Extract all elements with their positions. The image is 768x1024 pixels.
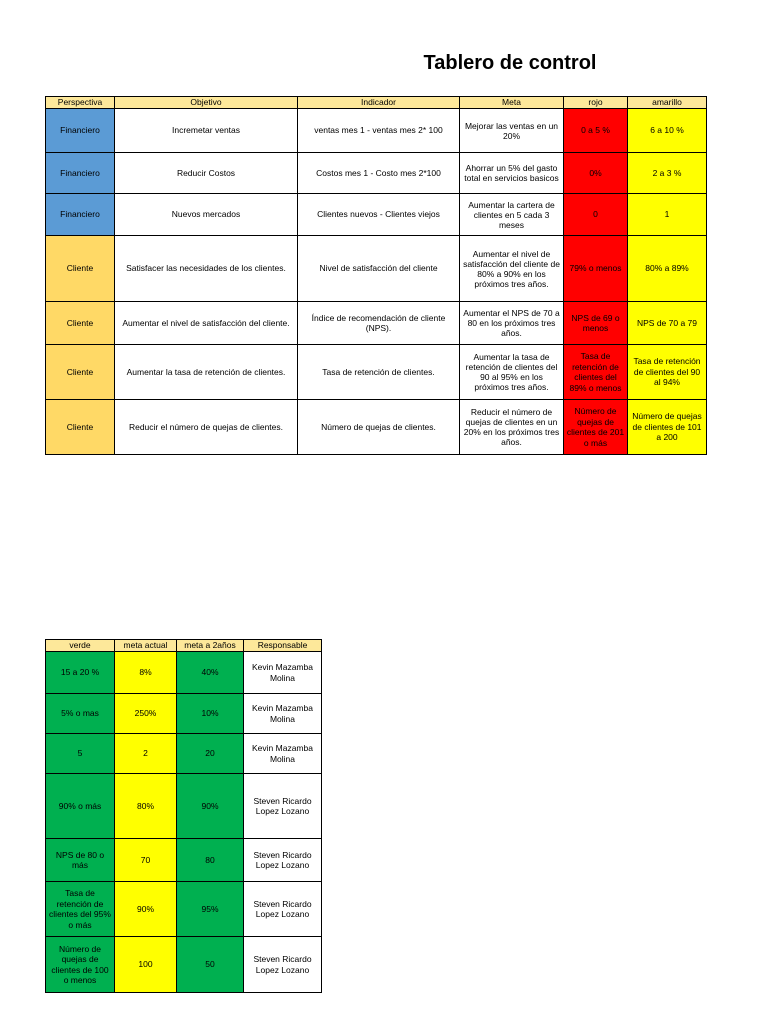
cell-meta-actual: 2 — [115, 734, 177, 774]
cell-meta: Aumentar el NPS de 70 a 80 en los próximos tres años. — [460, 302, 564, 345]
cell-meta-2-anos: 90% — [177, 774, 244, 839]
cell-responsable: Kevin Mazamba Molina — [244, 652, 322, 694]
header-verde: verde — [46, 640, 115, 652]
cell-meta-actual: 8% — [115, 652, 177, 694]
cell-responsable: Kevin Mazamba Molina — [244, 734, 322, 774]
cell-rojo: Tasa de retención de clientes del 89% o menos — [564, 345, 628, 400]
cell-meta-2-anos: 95% — [177, 882, 244, 937]
cell-perspectiva: Cliente — [46, 236, 115, 302]
cell-responsable: Steven Ricardo Lopez Lozano — [244, 839, 322, 882]
cell-amarillo: 6 a 10 % — [628, 109, 707, 153]
cell-verde: Número de quejas de clientes de 100 o menos — [46, 937, 115, 993]
header-meta-2-anos: meta a 2años — [177, 640, 244, 652]
table-row — [46, 734, 322, 774]
cell-rojo: 0 — [564, 194, 628, 236]
table-row — [46, 774, 322, 839]
cell-indicador: ventas mes 1 - ventas mes 2* 100 — [298, 109, 460, 153]
cell-responsable: Steven Ricardo Lopez Lozano — [244, 937, 322, 993]
table-row — [46, 194, 707, 236]
cell-meta-2-anos: 20 — [177, 734, 244, 774]
cell-meta-actual: 250% — [115, 694, 177, 734]
cell-objetivo: Incremetar ventas — [115, 109, 298, 153]
table-row — [46, 652, 322, 694]
cell-rojo: 0% — [564, 153, 628, 194]
cell-meta: Mejorar las ventas en un 20% — [460, 109, 564, 153]
cell-indicador: Índice de recomendación de cliente (NPS). — [298, 302, 460, 345]
cell-indicador: Costos mes 1 - Costo mes 2*100 — [298, 153, 460, 194]
goals-table — [45, 639, 322, 993]
cell-responsable: Kevin Mazamba Molina — [244, 694, 322, 734]
table-row — [46, 236, 707, 302]
cell-responsable: Steven Ricardo Lopez Lozano — [244, 774, 322, 839]
cell-verde: 15 a 20 % — [46, 652, 115, 694]
table-header-row — [46, 97, 707, 109]
cell-meta: Aumentar la cartera de clientes en 5 cada 3 meses — [460, 194, 564, 236]
cell-amarillo: 1 — [628, 194, 707, 236]
table-row — [46, 882, 322, 937]
cell-meta-2-anos: 50 — [177, 937, 244, 993]
table-row — [46, 153, 707, 194]
cell-amarillo: 2 a 3 % — [628, 153, 707, 194]
cell-objetivo: Reducir el número de quejas de clientes. — [115, 400, 298, 455]
cell-perspectiva: Cliente — [46, 400, 115, 455]
header-meta-actual: meta actual — [115, 640, 177, 652]
cell-perspectiva: Financiero — [46, 109, 115, 153]
header-responsable: Responsable — [244, 640, 322, 652]
cell-objetivo: Satisfacer las necesidades de los clientes. — [115, 236, 298, 302]
cell-perspectiva: Financiero — [46, 153, 115, 194]
cell-meta-2-anos: 40% — [177, 652, 244, 694]
header-objetivo: Objetivo — [115, 97, 298, 109]
cell-meta: Aumentar la tasa de retención de clientes del 90 al 95% en los próximos tres años. — [460, 345, 564, 400]
cell-indicador: Clientes nuevos - Clientes viejos — [298, 194, 460, 236]
cell-meta-actual: 80% — [115, 774, 177, 839]
table-row — [46, 400, 707, 455]
cell-meta-actual: 90% — [115, 882, 177, 937]
cell-meta-2-anos: 80 — [177, 839, 244, 882]
cell-indicador: Tasa de retención de clientes. — [298, 345, 460, 400]
table-row — [46, 345, 707, 400]
header-perspectiva: Perspectiva — [46, 97, 115, 109]
cell-perspectiva: Cliente — [46, 302, 115, 345]
table-header-row — [46, 640, 322, 652]
cell-amarillo: 80% a 89% — [628, 236, 707, 302]
cell-rojo: Número de quejas de clientes de 201 o más — [564, 400, 628, 455]
cell-meta-2-anos: 10% — [177, 694, 244, 734]
cell-rojo: NPS de 69 o menos — [564, 302, 628, 345]
cell-objetivo: Reducir Costos — [115, 153, 298, 194]
cell-meta: Reducir el número de quejas de clientes en un 20% en los próximos tres años. — [460, 400, 564, 455]
cell-verde: NPS de 80 o más — [46, 839, 115, 882]
header-meta: Meta — [460, 97, 564, 109]
cell-verde: Tasa de retención de clientes del 95% o más — [46, 882, 115, 937]
cell-objetivo: Aumentar el nivel de satisfacción del cliente. — [115, 302, 298, 345]
cell-perspectiva: Cliente — [46, 345, 115, 400]
cell-meta-actual: 70 — [115, 839, 177, 882]
cell-objetivo: Aumentar la tasa de retención de clientes. — [115, 345, 298, 400]
cell-objetivo: Nuevos mercados — [115, 194, 298, 236]
cell-verde: 5 — [46, 734, 115, 774]
cell-responsable: Steven Ricardo Lopez Lozano — [244, 882, 322, 937]
cell-perspectiva: Financiero — [46, 194, 115, 236]
cell-verde: 5% o mas — [46, 694, 115, 734]
cell-amarillo: Número de quejas de clientes de 101 a 200 — [628, 400, 707, 455]
table-row — [46, 109, 707, 153]
cell-rojo: 79% o menos — [564, 236, 628, 302]
cell-indicador: Nivel de satisfacción del cliente — [298, 236, 460, 302]
page-title: Tablero de control — [423, 52, 597, 74]
cell-meta: Aumentar el nivel de satisfacción del cliente de 80% a 90% en los próximos tres años. — [460, 236, 564, 302]
cell-meta: Ahorrar un 5% del gasto total en servicios basicos — [460, 153, 564, 194]
table-row — [46, 694, 322, 734]
cell-amarillo: Tasa de retención de clientes del 90 al 94% — [628, 345, 707, 400]
header-amarillo: amarillo — [628, 97, 707, 109]
header-indicador: Indicador — [298, 97, 460, 109]
table-row — [46, 302, 707, 345]
table-row — [46, 839, 322, 882]
cell-rojo: 0 a 5 % — [564, 109, 628, 153]
header-rojo: rojo — [564, 97, 628, 109]
cell-meta-actual: 100 — [115, 937, 177, 993]
table-row — [46, 937, 322, 993]
cell-verde: 90% o más — [46, 774, 115, 839]
cell-indicador: Número de quejas de clientes. — [298, 400, 460, 455]
cell-amarillo: NPS de 70 a 79 — [628, 302, 707, 345]
control-table — [45, 96, 707, 455]
